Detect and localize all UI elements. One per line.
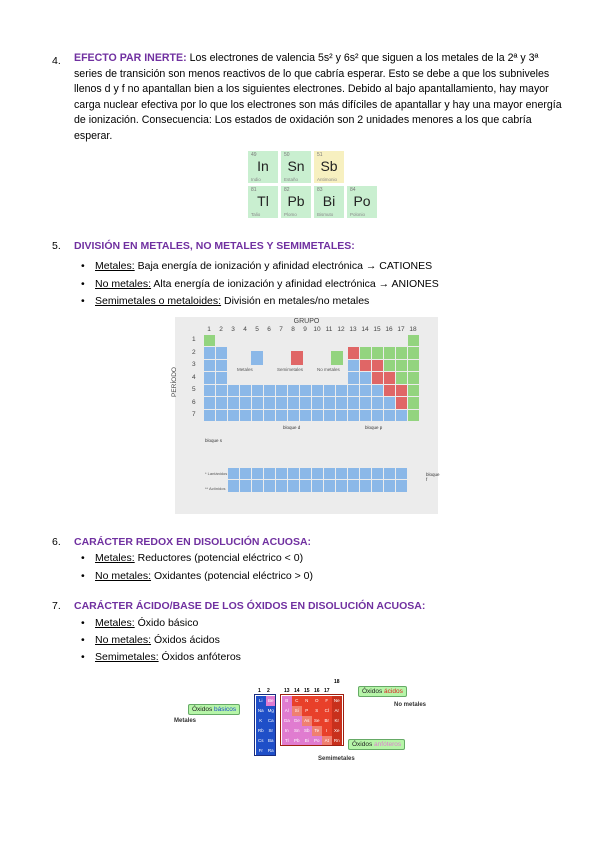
table-cell	[372, 410, 383, 422]
table-cell	[240, 410, 251, 422]
atomic-number: 51	[317, 152, 323, 158]
group-number: 3	[231, 326, 235, 333]
element-symbol: Sb	[320, 158, 338, 174]
table-cell	[360, 360, 371, 372]
periodic-table-figure	[171, 317, 440, 514]
table-cell	[252, 468, 263, 480]
table-cell	[312, 397, 323, 409]
element-symbol: Po	[353, 193, 371, 209]
element-symbol: Pb	[287, 193, 305, 209]
table-cell	[288, 385, 299, 397]
table-cell	[396, 360, 407, 372]
table-cell	[288, 397, 299, 409]
element-cell: K	[256, 716, 266, 726]
element-cell: I	[322, 726, 332, 736]
section-title: EFECTO PAR INERTE:	[74, 52, 187, 64]
element-name: Indio	[251, 177, 261, 182]
bloque-s-label: bloque s	[205, 438, 223, 443]
element-name: Polonio	[350, 212, 366, 217]
table-cell	[324, 385, 335, 397]
element-name: Talio	[251, 212, 261, 217]
table-cell	[348, 385, 359, 397]
table-cell	[288, 468, 299, 480]
table-cell	[384, 360, 395, 372]
table-cell	[264, 410, 275, 422]
section-title: DIVISIÓN EN METALES, NO METALES Y SEMIMETALES:	[74, 240, 355, 252]
bloque-p-label: bloque p	[365, 425, 383, 430]
table-cell	[348, 410, 359, 422]
table-cell	[228, 468, 239, 480]
group-number: 7	[279, 326, 283, 333]
table-cell	[384, 385, 395, 397]
oxidos-anfoteros-label: Óxidos anfóteros	[348, 739, 405, 750]
table-cell	[324, 397, 335, 409]
element-cell: Ca	[266, 716, 276, 726]
table-cell	[228, 410, 239, 422]
element-symbol: In	[257, 158, 269, 174]
table-cell	[408, 347, 419, 359]
element-tile	[247, 185, 279, 219]
atomic-number: 82	[284, 187, 290, 193]
element-cell: Fr	[256, 746, 266, 756]
legend-label: Semimetales	[277, 367, 304, 372]
table-cell	[264, 468, 275, 480]
table-cell	[312, 385, 323, 397]
table-cell	[312, 468, 323, 480]
table-cell	[408, 397, 419, 409]
table-cell	[372, 480, 383, 492]
table-cell	[276, 385, 287, 397]
table-cell	[228, 480, 239, 492]
element-cell: Sr	[266, 726, 276, 736]
bullet-item: • Metales: Baja energía de ionización y afinidad electrónica → CATIONES	[81, 260, 433, 272]
table-cell	[372, 347, 383, 359]
group-number: 2	[267, 688, 270, 694]
period-number: 6	[192, 398, 196, 406]
table-cell	[240, 397, 251, 409]
table-cell	[336, 385, 347, 397]
atomic-number: 83	[317, 187, 323, 193]
bullet-item: • No metales: Alta energía de ionización y afinidad electrónica → ANIONES	[81, 278, 439, 290]
p-block-outline	[280, 694, 344, 746]
table-cell	[240, 480, 251, 492]
table-cell	[396, 468, 407, 480]
element-tile	[346, 185, 378, 219]
section-number: 7.	[52, 600, 61, 612]
table-cell	[216, 410, 227, 422]
table-cell	[204, 410, 215, 422]
table-cell	[360, 480, 371, 492]
table-cell	[396, 385, 407, 397]
s-block-outline	[254, 694, 276, 756]
element-cell: Be	[266, 696, 276, 706]
element-symbol: Sn	[287, 158, 305, 174]
element-name: Antimonio	[317, 177, 338, 182]
element-symbol: Bi	[322, 193, 336, 209]
table-cell	[240, 385, 251, 397]
element-cell: Br	[322, 716, 332, 726]
element-cell: At	[322, 736, 332, 746]
group-number: 12	[337, 326, 345, 333]
element-cell: Sn	[292, 726, 302, 736]
table-cell	[252, 385, 263, 397]
table-cell	[348, 397, 359, 409]
table-cell	[216, 372, 227, 384]
table-cell	[276, 397, 287, 409]
element-cell: Mg	[266, 706, 276, 716]
element-tile	[313, 150, 345, 184]
section-number: 5.	[52, 240, 61, 252]
group-number: 13	[284, 688, 290, 694]
table-cell	[348, 372, 359, 384]
table-cell	[204, 372, 215, 384]
table-cell	[264, 480, 275, 492]
bullet-item: • Semimetales: Óxidos anfóteros	[81, 651, 241, 663]
section-4-paragraph	[74, 51, 564, 145]
element-cell: Tl	[282, 736, 292, 746]
bullet-item: • Semimetales o metaloides: División en metales/no metales	[81, 295, 370, 307]
table-cell	[264, 397, 275, 409]
table-cell	[300, 397, 311, 409]
lantanidos-label: * Lantánidos	[205, 471, 228, 476]
table-cell	[348, 468, 359, 480]
table-cell	[204, 335, 215, 347]
table-cell	[360, 385, 371, 397]
table-cell	[300, 385, 311, 397]
element-cell: B	[282, 696, 292, 706]
group-number: 16	[314, 688, 320, 694]
section-number: 4.	[52, 55, 61, 67]
element-cell: Kr	[332, 716, 342, 726]
table-cell	[288, 480, 299, 492]
element-cell: Te	[312, 726, 322, 736]
table-cell	[252, 397, 263, 409]
table-cell	[408, 410, 419, 422]
element-name: Bismuto	[317, 212, 334, 217]
element-cell: Ba	[266, 736, 276, 746]
table-cell	[360, 372, 371, 384]
table-cell	[336, 468, 347, 480]
table-cell	[408, 385, 419, 397]
legend-swatch	[291, 351, 303, 365]
group-number: 18	[334, 679, 340, 685]
bullet-item: • No metales: Oxidantes (potencial eléctrico > 0)	[81, 570, 313, 582]
group-number: 16	[385, 326, 393, 333]
element-cell: Ar	[332, 706, 342, 716]
group-number: 11	[325, 326, 333, 333]
group-number: 8	[291, 326, 295, 333]
table-cell	[360, 468, 371, 480]
periodo-label: PERÍODO	[171, 367, 178, 397]
bloque-d-label: bloque d	[283, 425, 301, 430]
section-title: CARÁCTER ÁCIDO/BASE DE LOS ÓXIDOS EN DISOLUCIÓN ACUOSA:	[74, 600, 426, 612]
period-number: 5	[192, 386, 196, 393]
table-cell	[372, 468, 383, 480]
table-cell	[300, 480, 311, 492]
element-cell: Na	[256, 706, 266, 716]
no-metales-label: No metales	[394, 702, 427, 708]
table-cell	[324, 410, 335, 422]
table-cell	[384, 397, 395, 409]
legend-swatch	[331, 351, 343, 365]
element-cell: Pb	[292, 736, 302, 746]
table-cell	[228, 397, 239, 409]
element-cell: Xe	[332, 726, 342, 736]
element-name: Estaño	[284, 177, 299, 182]
legend-label: No metales	[317, 367, 340, 372]
p-block-elements-figure	[247, 150, 377, 220]
table-cell	[384, 480, 395, 492]
table-cell	[324, 468, 335, 480]
element-cell: Se	[312, 716, 322, 726]
table-cell	[360, 347, 371, 359]
group-number: 17	[397, 326, 405, 333]
element-cell: Li	[256, 696, 266, 706]
table-cell	[312, 480, 323, 492]
table-cell	[228, 385, 239, 397]
table-cell	[396, 410, 407, 422]
element-cell: Ra	[266, 746, 276, 756]
group-number: 14	[294, 688, 300, 694]
group-number: 6	[267, 326, 271, 333]
table-cell	[240, 468, 251, 480]
table-cell	[324, 480, 335, 492]
element-cell: Rn	[332, 736, 342, 746]
table-cell	[396, 347, 407, 359]
table-cell	[288, 410, 299, 422]
element-cell: Ga	[282, 716, 292, 726]
semimetales-label: Semimetales	[318, 756, 355, 762]
element-cell: Bi	[302, 736, 312, 746]
table-cell	[264, 385, 275, 397]
table-cell	[372, 360, 383, 372]
table-cell	[276, 480, 287, 492]
group-number: 5	[255, 326, 259, 333]
oxides-figure	[170, 676, 440, 766]
table-cell	[252, 410, 263, 422]
table-cell	[408, 372, 419, 384]
table-cell	[300, 468, 311, 480]
table-cell	[348, 480, 359, 492]
table-cell	[372, 372, 383, 384]
table-cell	[204, 347, 215, 359]
table-cell	[408, 360, 419, 372]
table-cell	[348, 360, 359, 372]
period-number: 3	[192, 361, 196, 368]
element-symbol: Tl	[257, 193, 269, 209]
group-number: 17	[324, 688, 330, 694]
group-number: 9	[303, 326, 307, 333]
bullet-item: • Metales: Óxido básico	[81, 617, 199, 629]
group-number: 15	[373, 326, 381, 333]
table-cell	[384, 468, 395, 480]
legend-swatch	[251, 351, 263, 365]
period-number: 2	[192, 348, 196, 356]
table-cell	[252, 480, 263, 492]
element-cell: Sb	[302, 726, 312, 736]
element-cell: Ge	[292, 716, 302, 726]
grupo-label: GRUPO	[293, 318, 320, 325]
table-cell	[216, 360, 227, 372]
table-cell	[216, 347, 227, 359]
group-number: 13	[349, 326, 357, 333]
element-cell: F	[322, 696, 332, 706]
element-tile	[247, 150, 279, 184]
element-cell: Po	[312, 736, 322, 746]
group-number: 15	[304, 688, 310, 694]
table-cell	[204, 360, 215, 372]
element-cell: Rb	[256, 726, 266, 736]
table-cell	[204, 385, 215, 397]
element-cell: Cs	[256, 736, 266, 746]
table-cell	[300, 410, 311, 422]
section-text: Los electrones de valencia 5s² y 6s² que siguen a los metales de la 2ª y 3ª series de transición son menos reactivos de lo que cabría esperar. Esto se debe a que los subniveles llenos d y f no apantallan bien a los siguientes electrones. Debido al bajo apantallamiento, hay mayor carga nuclear efectiva por lo que los electrones son más difíciles de apantallar y hay una mayor energía de ionización. Consecuencia: Los estados de oxidación son 2 unidades menores a los que cabría esperar.	[74, 52, 562, 142]
bullet-item: • No metales: Óxidos ácidos	[81, 634, 220, 646]
oxidos-acidos-label: Óxidos ácidos	[358, 686, 407, 697]
table-cell	[372, 397, 383, 409]
table-cell	[336, 397, 347, 409]
atomic-number: 81	[251, 187, 257, 193]
group-number: 1	[258, 688, 261, 694]
element-cell: As	[302, 716, 312, 726]
element-cell: Ne	[332, 696, 342, 706]
atomic-number: 49	[251, 152, 257, 158]
table-cell	[372, 385, 383, 397]
actinidos-label: ** Actínidos	[205, 486, 226, 491]
table-cell	[384, 372, 395, 384]
element-cell: P	[302, 706, 312, 716]
element-cell: Al	[282, 706, 292, 716]
bullet-item: • Metales: Reductores (potencial eléctrico < 0)	[81, 552, 304, 564]
element-cell: N	[302, 696, 312, 706]
table-cell	[396, 372, 407, 384]
group-number: 14	[361, 326, 369, 333]
element-tile	[280, 150, 312, 184]
table-cell	[336, 480, 347, 492]
table-cell	[348, 347, 359, 359]
element-tile	[280, 185, 312, 219]
table-cell	[360, 397, 371, 409]
section-number: 6.	[52, 536, 61, 548]
table-cell	[384, 410, 395, 422]
table-cell	[276, 410, 287, 422]
table-cell	[336, 410, 347, 422]
legend-label: Metales	[237, 367, 253, 372]
table-cell	[396, 480, 407, 492]
period-number: 4	[192, 373, 196, 381]
table-cell	[396, 397, 407, 409]
group-number: 4	[243, 326, 247, 333]
element-cell: C	[292, 696, 302, 706]
group-number: 1	[207, 326, 211, 333]
bloque-f-label: bloque f	[426, 472, 440, 482]
section-title: CARÁCTER REDOX EN DISOLUCIÓN ACUOSA:	[74, 536, 312, 548]
atomic-number: 50	[284, 152, 290, 158]
table-cell	[276, 468, 287, 480]
metales-label: Metales	[174, 718, 197, 724]
element-cell: Cl	[322, 706, 332, 716]
element-name: Plomo	[284, 212, 297, 217]
group-number: 10	[313, 326, 321, 333]
element-cell: O	[312, 696, 322, 706]
table-cell	[384, 347, 395, 359]
table-cell	[216, 397, 227, 409]
element-tile	[313, 185, 345, 219]
table-cell	[408, 335, 419, 347]
table-cell	[216, 385, 227, 397]
element-cell: In	[282, 726, 292, 736]
oxidos-basicos-label: Óxidos básicos	[188, 704, 240, 715]
table-cell	[360, 410, 371, 422]
period-number: 7	[192, 411, 196, 418]
table-cell	[312, 410, 323, 422]
period-number: 1	[192, 336, 196, 343]
group-number: 2	[219, 326, 223, 333]
element-cell: S	[312, 706, 322, 716]
atomic-number: 84	[350, 187, 356, 193]
element-cell: Si	[292, 706, 302, 716]
table-cell	[204, 397, 215, 409]
group-number: 18	[409, 326, 417, 333]
